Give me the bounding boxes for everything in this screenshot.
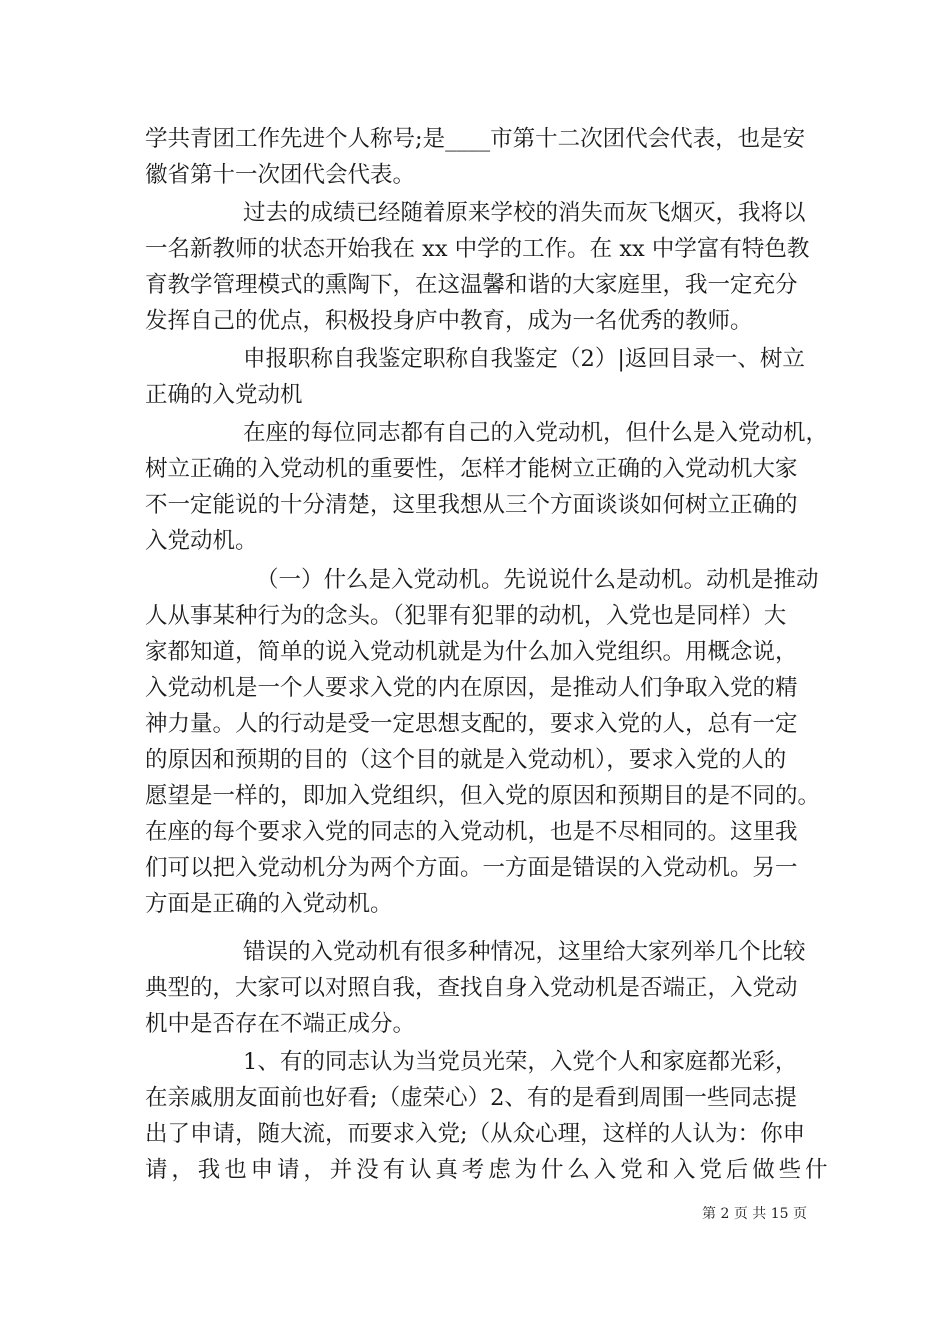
text-line: 徽省第十一次团代会代表。 (145, 162, 416, 188)
text-line: 神力量。人的行动是受一定思想支配的，要求入党的人，总有一定 (145, 711, 798, 737)
text-line: 方面是正确的入党动机。 (145, 891, 393, 917)
text-line: 育教学管理模式的熏陶下，在这温馨和谐的大家庭里，我一定充分 (145, 272, 798, 298)
paragraph-start: 错误的入党动机有很多种情况，这里给大家列举几个比较 (243, 939, 806, 965)
text-line: 的原因和预期的目的（这个目的就是入党动机），要求入党的人的 (145, 747, 787, 773)
text-line: 一名新教师的状态开始我在 xx 中学的工作。在 xx 中学富有特色教 (145, 236, 810, 262)
text-line: 树立正确的入党动机的重要性，怎样才能树立正确的入党动机大家 (145, 456, 798, 482)
text-line: 请，我也申请，并没有认真考虑为什么入党和入党后做些什 (145, 1157, 832, 1183)
text-line: 学共青团工作先进个人称号;是____市第十二次团代会代表，也是安 (145, 126, 806, 152)
paragraph-start: 过去的成绩已经随着原来学校的消失而灰飞烟灭，我将以 (243, 200, 806, 226)
text-line: 机中是否存在不端正成分。 (145, 1011, 416, 1037)
paragraph-start: 1、有的同志认为当党员光荣，入党个人和家庭都光彩， (243, 1049, 798, 1075)
text-line: 家都知道，简单的说入党动机就是为什么加入党组织。用概念说， (145, 639, 798, 665)
text-line: 出了申请，随大流，而要求入党;（从众心理，这样的人认为：你申 (145, 1121, 806, 1147)
section-heading: 申报职称自我鉴定职称自我鉴定（2）|返回目录一、树立 (243, 346, 805, 372)
section-heading-cont: 正确的入党动机 (145, 382, 303, 408)
page-number-footer: 第 2 页 共 15 页 (702, 1206, 807, 1222)
text-line: 人从事某种行为的念头。（犯罪有犯罪的动机，入党也是同样）大 (145, 603, 787, 629)
text-line: 在亲戚朋友面前也好看;（虚荣心）2、有的是看到周围一些同志提 (145, 1085, 797, 1111)
text-line: 发挥自己的优点，积极投身庐中教育，成为一名优秀的教师。 (145, 308, 753, 334)
text-line: 在座的每个要求入党的同志的入党动机，也是不尽相同的。这里我 (145, 819, 798, 845)
text-line: 愿望是一样的，即加入党组织，但入党的原因和预期目的是不同的。 (145, 783, 821, 809)
text-line: 典型的，大家可以对照自我，查找自身入党动机是否端正，入党动 (145, 975, 798, 1001)
paragraph-start: 在座的每位同志都有自己的入党动机，但什么是入党动机， (243, 420, 829, 446)
text-line: 入党动机。 (145, 528, 258, 554)
text-line: 不一定能说的十分清楚，这里我想从三个方面谈谈如何树立正确的 (145, 492, 798, 518)
paragraph-start: （一）什么是入党动机。先说说什么是动机。动机是推动 (256, 567, 819, 593)
text-line: 入党动机是一个人要求入党的内在原因，是推动人们争取入党的精 (145, 675, 798, 701)
text-line: 们可以把入党动机分为两个方面。一方面是错误的入党动机。另一 (145, 855, 798, 881)
